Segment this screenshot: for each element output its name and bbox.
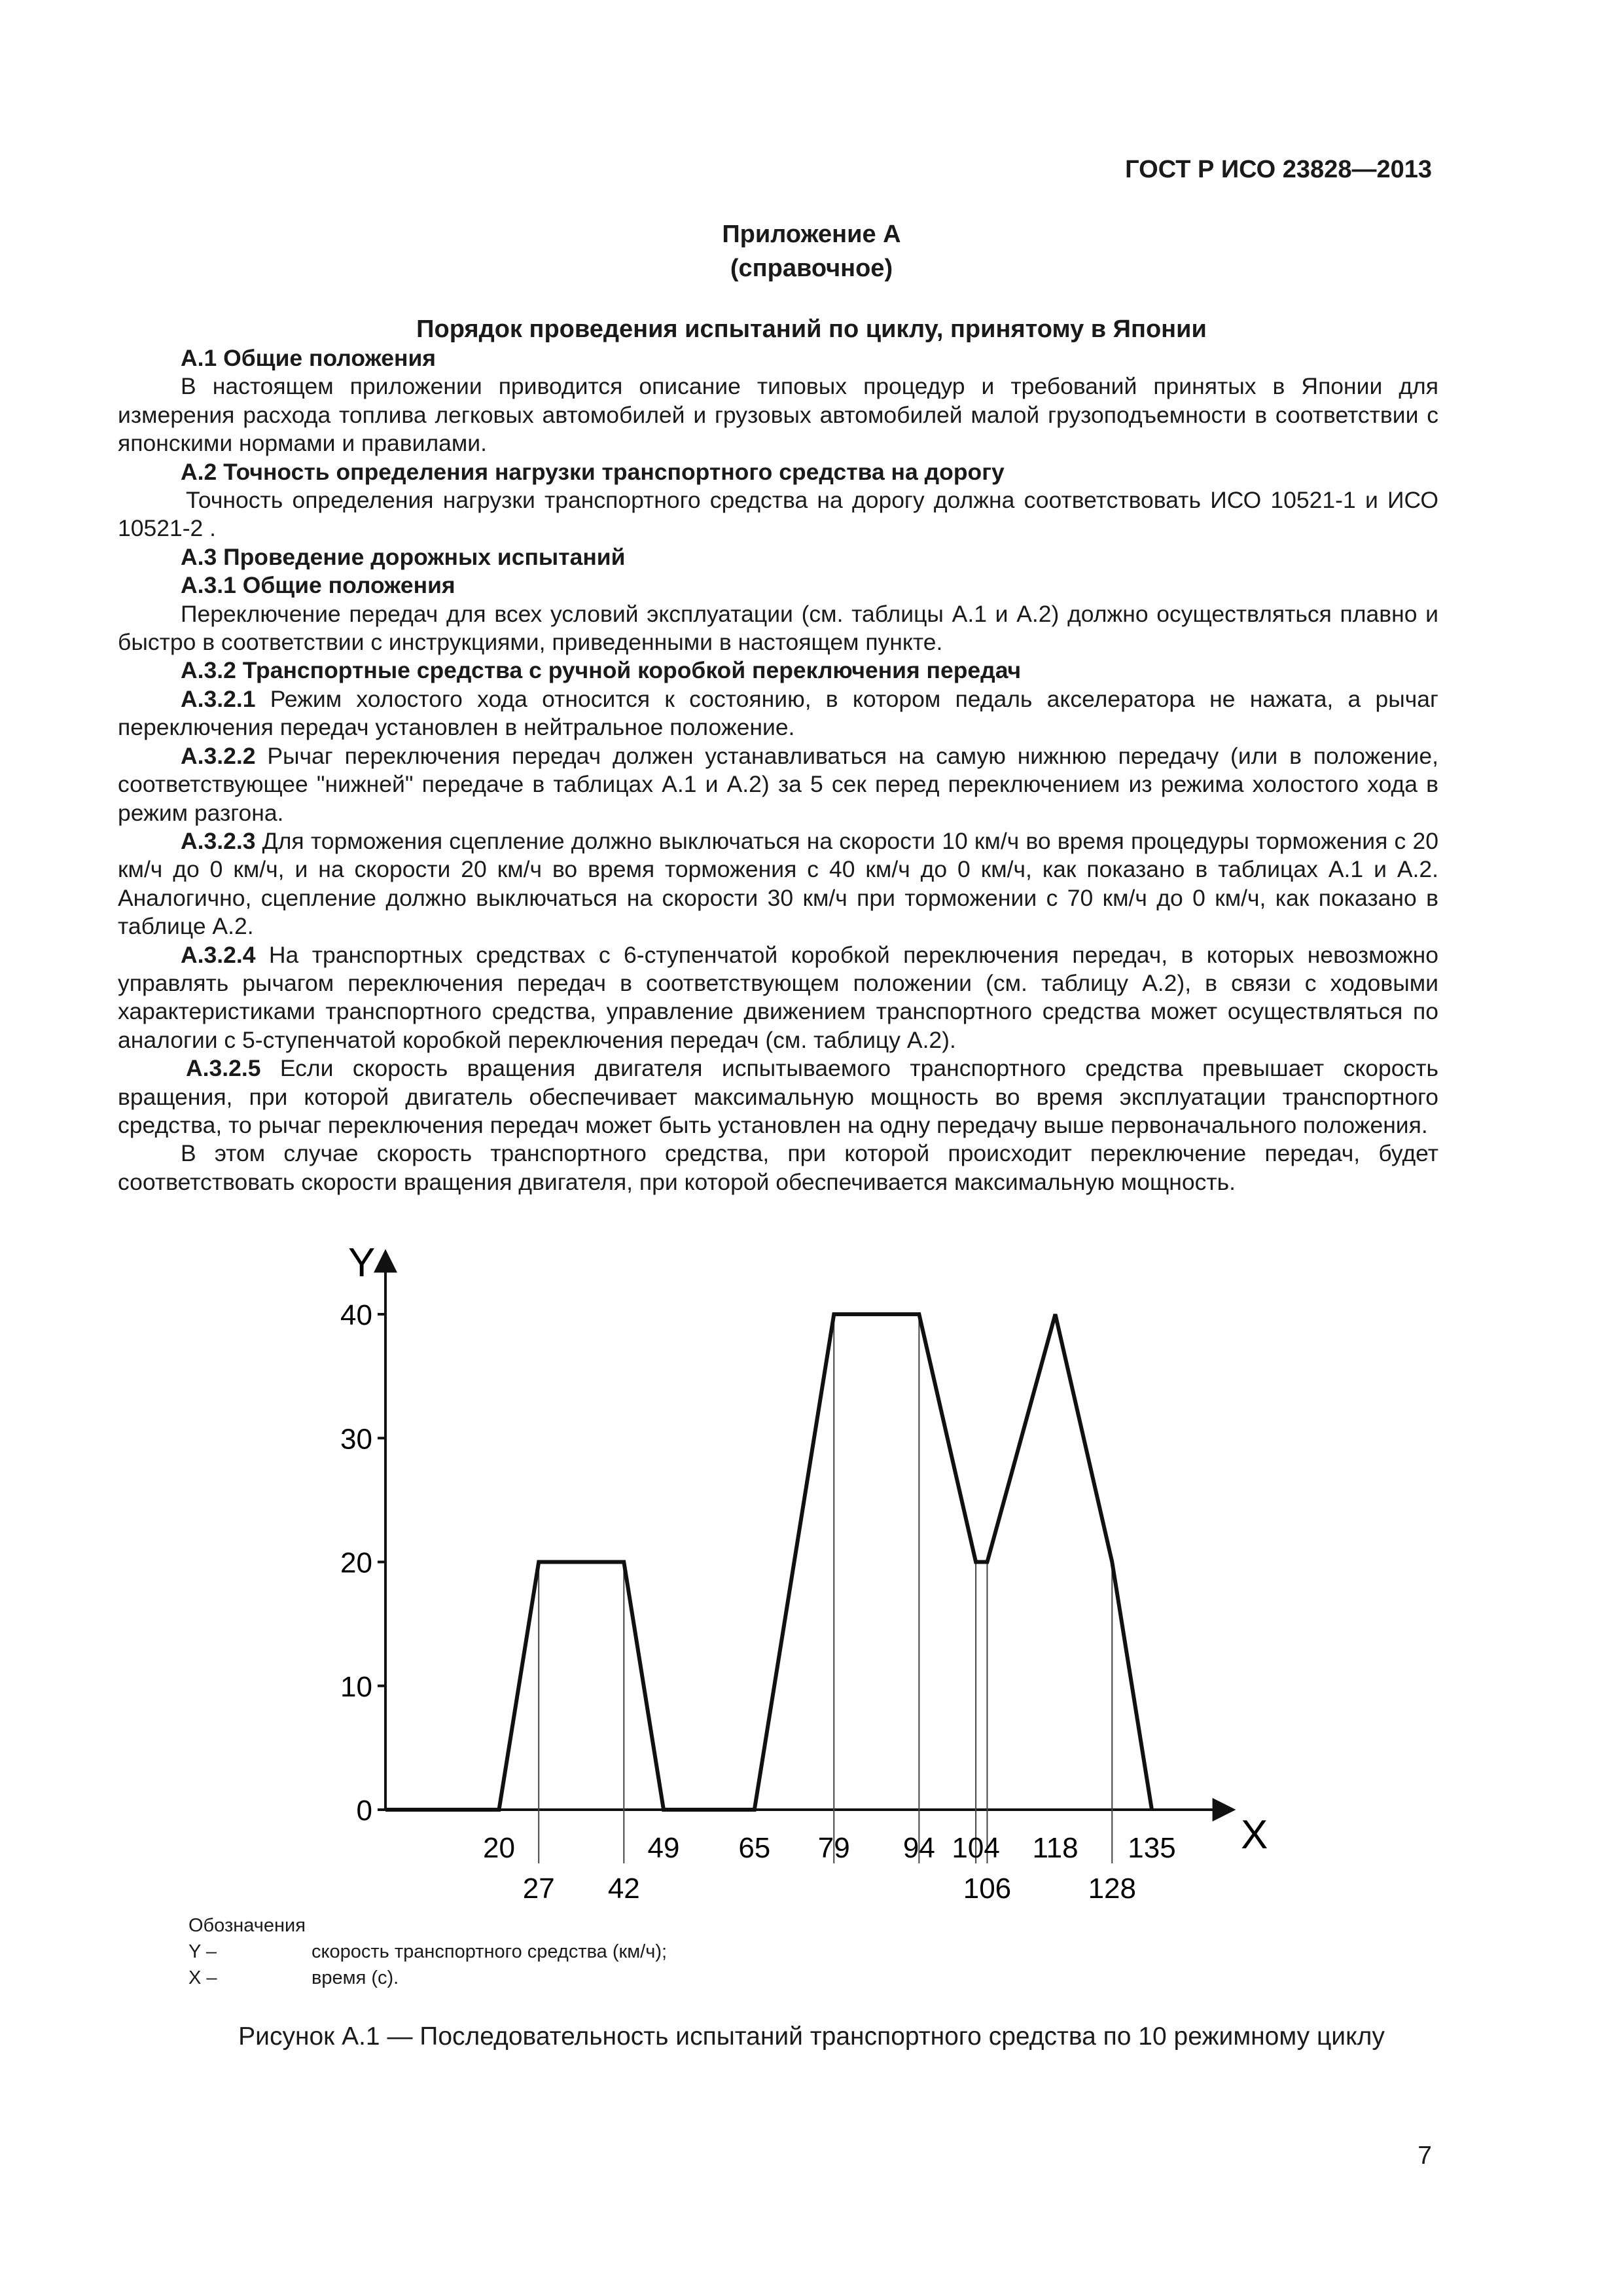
clause-number: А.3.2.1 [181,685,256,712]
legend-row-x [188,1965,399,1991]
paragraph-a325-cont: В этом случае скорость транспортного средства, при которой происходит переключение передач, будет соответствовать скорости вращения двигателя, при которой обеспечивается максимальную мощность. [118,1140,1438,1195]
legend-title: Обозначения [188,1915,306,1936]
heading-a3: А.3 Проведение дорожных испытаний [181,543,626,570]
x-tick-label: 135 [1128,1832,1176,1864]
heading-a31: А.3.1 Общие положения [181,572,455,599]
x-tick-label: 65 [738,1832,771,1864]
legend [188,1912,668,1991]
x-tick-label: 94 [902,1832,935,1864]
y-axis-label: Y [348,1240,376,1285]
y-tick-label: 20 [340,1547,372,1579]
y-tick-label: 10 [340,1670,372,1703]
appendix-subtitle: (справочное) [730,255,893,282]
clause-text: Для торможения сцепление должно выключаться на скорости 10 км/ч во время процедуры торможения с 20 км/ч до 0 км/ч, и на скорости 20 км/ч во время торможения с 40 км/ч до 0 км/ч, как показано в таблицах А.1 и А.2. Аналогично, сцепление должно выключаться на скорости 30 км/ч при торможении с 70 км/ч до 0 км/ч, как показано в таблице А.2. [118,827,1438,940]
body-text [118,344,1438,1196]
speed-line [385,1314,1152,1810]
clause-text: На транспортных средствах с 6-ступенчатой коробкой переключения передач, в которых невозможно управлять рычагом переключения передач в соответствующем положении (см. таблицу А.2), в связи с ходовыми характеристиками транспортного средства, управление движением транспортного средства может осуществляться по аналогии с 5-ступенчатой коробкой переключения передач (см. таблицу А.2). [118,941,1438,1053]
clause-number: А.3.2.4 [181,941,256,968]
y-tick-label: 30 [340,1423,372,1456]
x-tick-label: 104 [952,1832,1000,1864]
x-axis-label: X [1241,1812,1268,1857]
x-tick-label: 20 [483,1832,515,1864]
drop-lines [539,1314,1112,1863]
x-tick-label: 106 [963,1873,1012,1905]
appendix-title: Приложение А [722,221,901,248]
paragraph-a31: Переключение передач для всех условий эксплуатации (см. таблицы А.1 и А.2) должно осуществляться плавно и быстро в соответствии с инструкциями, приведенными в настоящем пункте. [118,600,1438,656]
page-number: 7 [1418,2142,1432,2170]
clause-text: Рычаг переключения передач должен устанавливаться на самую нижнюю передачу (или в положение, соответствующее "нижней" передаче в таблицах А.1 и А.2) за 5 сек перед переключением из режима холостого хода в режим разгона. [118,742,1438,826]
y-tick-label: 0 [356,1795,372,1827]
clause-number: А.3.2.2 [181,742,256,769]
document-header: ГОСТ Р ИСО 23828—2013 [1125,156,1432,183]
x-tick-label: 118 [1032,1832,1079,1864]
x-tick-label: 42 [607,1873,640,1905]
legend-symbol-x: X – [188,1967,217,1988]
paragraph-a324 [118,941,1438,1055]
paragraph-a325 [118,1054,1438,1139]
y-tick-labels [340,1299,385,1827]
paragraph-a321 [118,685,1438,742]
figure-caption: Рисунок А.1 — Последовательность испытаний транспортного средства по 10 режимному циклу [238,2022,1385,2051]
heading-a32: А.3.2 Транспортные средства с ручной коробкой переключения передач [181,657,1022,684]
x-tick-labels [483,1832,1176,1905]
legend-symbol-y: Y – [188,1941,217,1962]
x-tick-label: 49 [647,1832,680,1864]
clause-number: А.3.2.3 [181,827,256,854]
x-tick-label: 128 [1088,1873,1136,1905]
document-title: Порядок проведения испытаний по циклу, принятому в Японии [416,315,1207,343]
legend-description-y: скорость транспортного средства (км/ч); [312,1941,668,1962]
appendix-title-block [0,217,1623,285]
y-tick-label: 40 [340,1299,372,1331]
clause-text: Режим холостого хода относится к состоянию, в котором педаль акселератора не нажата, а рычаг переключения передач установлен в нейтральное положение. [118,685,1438,741]
heading-a1: А.1 Общие положения [181,345,436,371]
paragraph-a2: Точность определения нагрузки транспортного средства на дорогу должна соответствовать ИСО 10521-1 и ИСО 10521-2 . [118,487,1438,542]
driving-cycle-chart [294,1230,1315,1905]
clause-text: Если скорость вращения двигателя испытываемого транспортного средства превышает скорость вращения, при которой двигатель обеспечивает максимальную мощность во время эксплуатации транспортного средства, то рычаг переключения передач может быть установлен на одну передачу выше первоначального положения. [118,1055,1438,1138]
paragraph-a323 [118,827,1438,941]
legend-row-y [188,1939,668,1965]
paragraph-a1: В настоящем приложении приводится описание типовых процедур и требований принятых в Японии для измерения расхода топлива легковых автомобилей и грузовых автомобилей малой грузоподъемности в соответствии с японскими нормами и правилами. [118,373,1438,457]
clause-number: А.3.2.5 [186,1055,261,1082]
legend-description-x: время (с). [312,1967,399,1988]
x-tick-label: 27 [522,1873,555,1905]
x-tick-label: 79 [817,1832,850,1864]
paragraph-a322 [118,742,1438,827]
heading-a2: А.2 Точность определения нагрузки транспортного средства на дорогу [181,458,1005,485]
